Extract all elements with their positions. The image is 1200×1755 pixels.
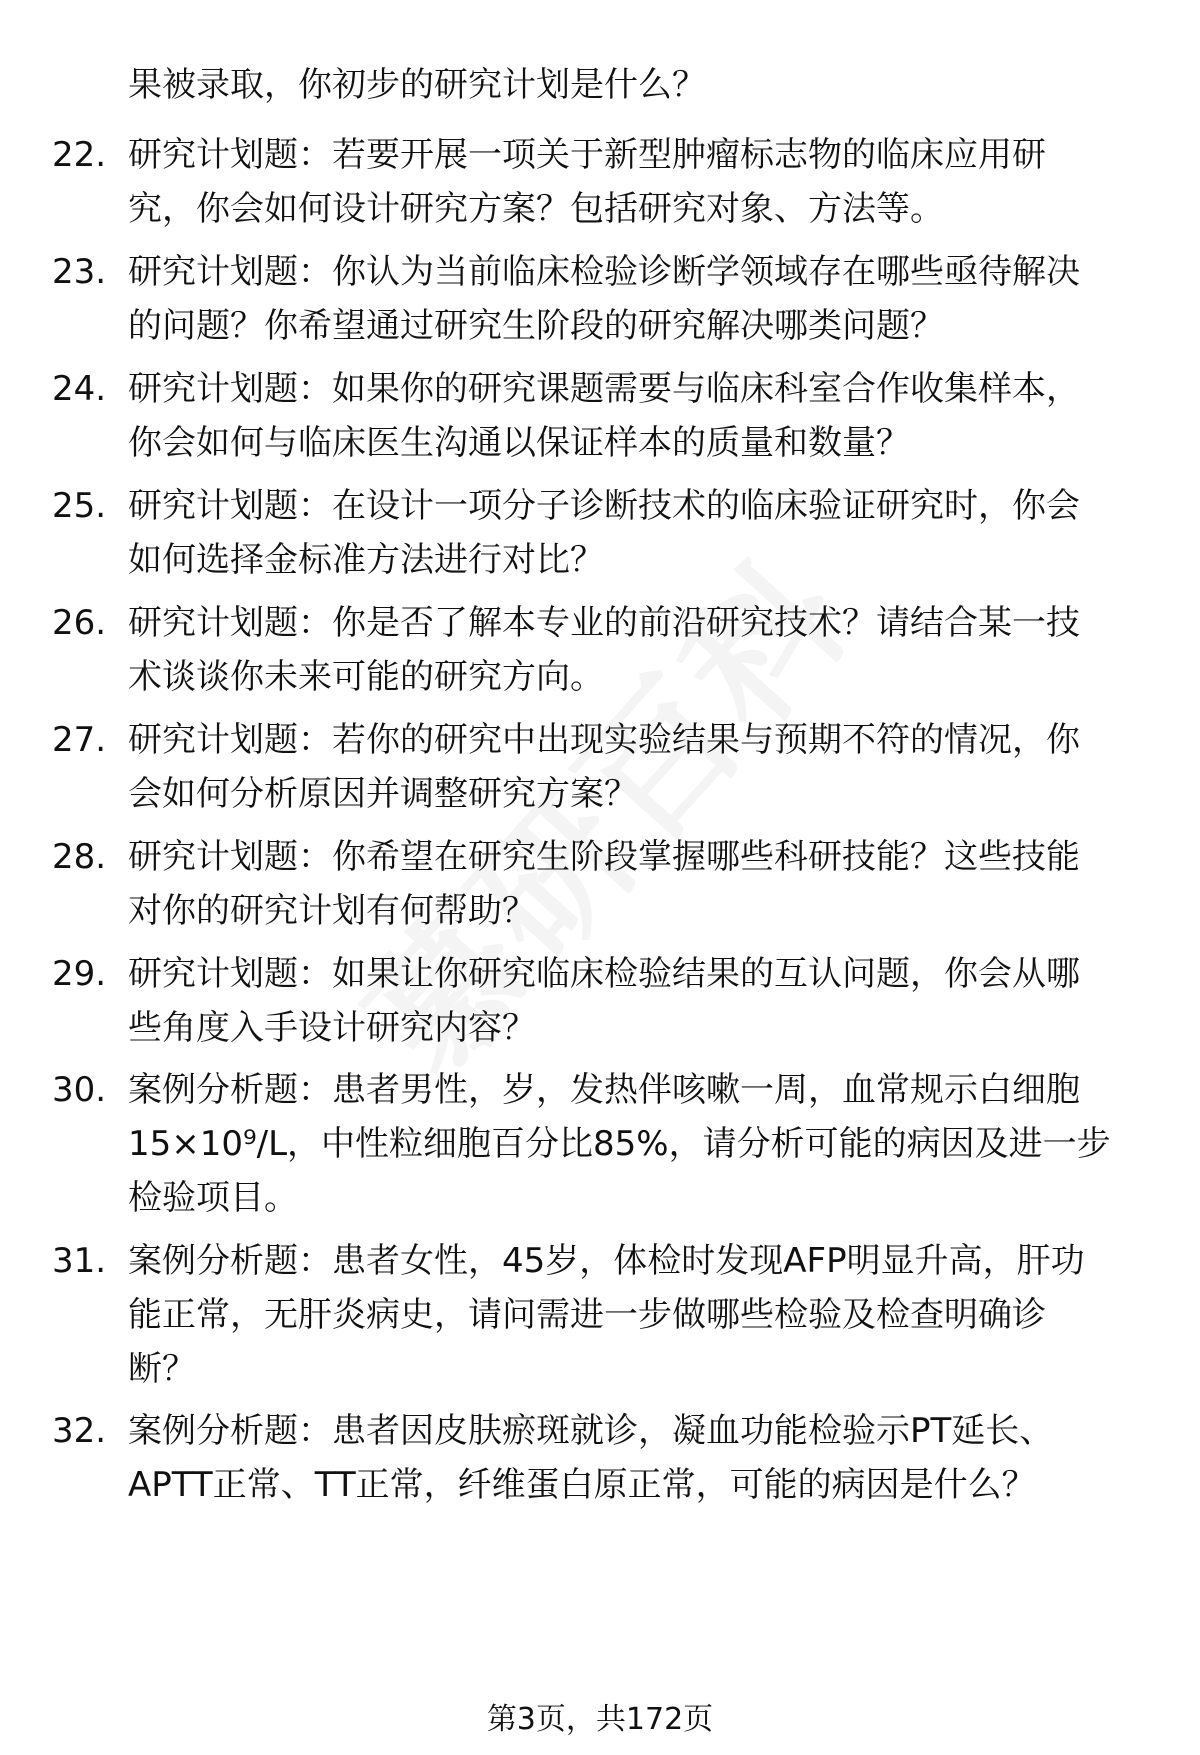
question-line: 研究计划题：在设计一项分子诊断技术的临床验证研究时，你会 bbox=[128, 486, 1080, 526]
question-line: 案例分析题：患者男性，岁，发热伴咳嗽一周，血常规示白细胞 bbox=[128, 1070, 1080, 1110]
question-line: 断？ bbox=[128, 1349, 196, 1389]
question-line: 检验项目。 bbox=[128, 1178, 298, 1218]
question-number: 25. bbox=[52, 486, 107, 526]
question-line: 研究计划题：如果你的研究课题需要与临床科室合作收集样本， bbox=[128, 369, 1080, 409]
question-number: 26. bbox=[52, 603, 107, 643]
question-line: 如何选择金标准方法进行对比？ bbox=[128, 540, 604, 580]
question-number: 30. bbox=[52, 1070, 107, 1110]
question-number: 31. bbox=[52, 1241, 107, 1281]
question-line: 能正常，无肝炎病史，请问需进一步做哪些检验及检查明确诊 bbox=[128, 1295, 1046, 1335]
question-line: 15×10⁹/L，中性粒细胞百分比85%，请分析可能的病因及进一步 bbox=[128, 1124, 1111, 1164]
question-number: 27. bbox=[52, 720, 107, 760]
question-number: 32. bbox=[52, 1411, 107, 1451]
question-line: 究，你会如何设计研究方案？包括研究对象、方法等。 bbox=[128, 189, 944, 229]
question-number: 24. bbox=[52, 369, 107, 409]
question-line: APTT正常、TT正常，纤维蛋白原正常，可能的病因是什么？ bbox=[128, 1465, 1036, 1505]
question-line: 案例分析题：患者女性，45岁，体检时发现AFP明显升高，肝功 bbox=[128, 1241, 1085, 1281]
question-line: 你会如何与临床医生沟通以保证样本的质量和数量？ bbox=[128, 423, 910, 463]
question-number: 23. bbox=[52, 252, 107, 292]
question-line: 研究计划题：若要开展一项关于新型肿瘤标志物的临床应用研 bbox=[128, 135, 1046, 175]
page-footer: 第3页，共172页 bbox=[486, 1702, 714, 1737]
question-line: 研究计划题：如果让你研究临床检验结果的互认问题，你会从哪 bbox=[128, 954, 1080, 994]
question-line: 术谈谈你未来可能的研究方向。 bbox=[128, 657, 604, 697]
question-line: 案例分析题：患者因皮肤瘀斑就诊，凝血功能检验示PT延长、 bbox=[128, 1411, 1054, 1451]
question-number: 28. bbox=[52, 837, 107, 877]
question-line: 研究计划题：你是否了解本专业的前沿研究技术？请结合某一技 bbox=[128, 603, 1080, 643]
question-line: 的问题？你希望通过研究生阶段的研究解决哪类问题？ bbox=[128, 306, 944, 346]
question-line: 对你的研究计划有何帮助？ bbox=[128, 891, 536, 931]
question-line: 些角度入手设计研究内容？ bbox=[128, 1008, 536, 1048]
question-line: 会如何分析原因并调整研究方案？ bbox=[128, 774, 638, 814]
question-line: 研究计划题：若你的研究中出现实验结果与预期不符的情况，你 bbox=[128, 720, 1080, 760]
continuation-line: 果被录取，你初步的研究计划是什么？ bbox=[128, 65, 706, 105]
question-number: 22. bbox=[52, 135, 107, 175]
question-line: 研究计划题：你认为当前临床检验诊断学领域存在哪些亟待解决 bbox=[128, 252, 1080, 292]
question-number: 29. bbox=[52, 954, 107, 994]
question-line: 研究计划题：你希望在研究生阶段掌握哪些科研技能？这些技能 bbox=[128, 837, 1080, 877]
